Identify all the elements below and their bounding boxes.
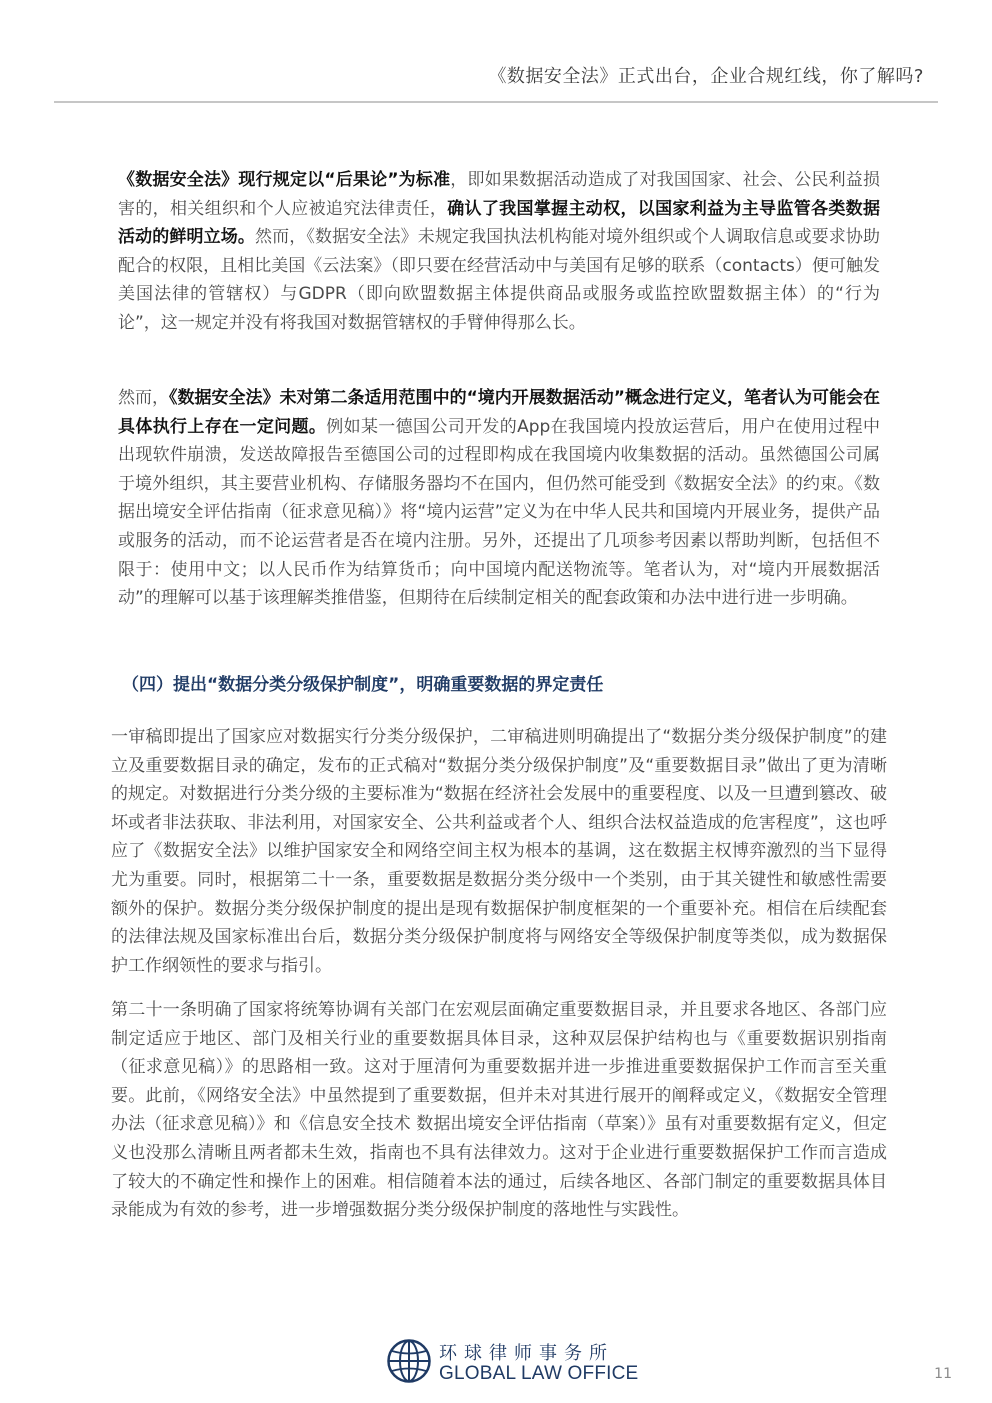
text-run: 例如某一德国公司开发的App在我国境内投放运营后，用户在使用过程中出现软件崩溃，发送故障报告至德国公司的过程即构成在我国境内收集数据的活动。虽然德国公司属于境外组织，其主要营业机构、存储服务器均不在国内，但仍然可能受到《数据安全法》的约束。《数据出境安全评估指南（征求意见稿）》将“境内运营”定义为在中华人民共和国境内开展业务，提供产品或服务的活动，而不论运营者是否在境内注册。另外，还提出了几项参考因素以帮助判断，包括但不限于：使用中文；以人民币作为结算货币；向中国境内配送物流等。笔者认为，对“境内开展数据活动”的理解可以基于该理解类推借鉴，但期待在后续制定相关的配套政策和办法中进行进一步明确。	[118, 416, 881, 609]
page-header-title: 《数据安全法》正式出台，企业合规红线，你了解吗?	[488, 66, 924, 87]
paragraph-important-data-catalog: 第二十一条明确了国家将统筹协调有关部门在宏观层面确定重要数据目录，并且要求各地区、各部门应制定适应于地区、部门及相关行业的重要数据具体目录，这种双层保护结构也与《重要数据识别指南（征求意见稿）》的思路相一致。这对于厘清何为重要数据并进一步推进重要数据保护工作而言至关重要。此前，《网络安全法》中虽然提到了重要数据，但并未对其进行展开的阐释或定义，《数据安全管理办法（征求意见稿）》和《信息安全技术 数据出境安全评估指南（草案）》虽有对重要数据有定义，但定义也没那么清晰且两者都未生效，指南也不具有法律效力。这对于企业进行重要数据保护工作而言造成了较大的不确定性和操作上的困难。相信随着本法的通过，后续各地区、各部门制定的重要数据具体目录能成为有效的参考，进一步增强数据分类分级保护制度的落地性与实践性。	[111, 1000, 887, 1221]
global-law-office-logo	[387, 1337, 647, 1387]
text-run: ，即如果数据活动造成了对我国国家、社会、公民利益损害的，相关组织和个人应被追究法律责任，	[118, 170, 880, 219]
text-run: 然而，	[118, 388, 170, 408]
bold-text-run: 确认了我国掌握主动权，以国家利益为主导监管各类数据活动的鲜明立场。	[118, 198, 881, 248]
globe-icon	[387, 1339, 431, 1383]
paragraph-consequence-theory	[118, 166, 880, 338]
page-number: 11	[934, 1366, 952, 1382]
text-run: 然而，《数据安全法》未规定我国执法机构能对境外组织或个人调取信息或要求协助配合的权限，且相比美国《云法案》（即只要在经营活动中与美国有足够的联系（contacts）便可触发美国法律的管辖权）与GDPR（即向欧盟数据主体提供商品或服务或监控欧盟数据主体）的“行为论”，这一规定并没有将我国对数据管辖权的手臂伸得那么长。	[118, 227, 880, 333]
paragraph-classification-system: 一审稿即提出了国家应对数据实行分类分级保护，二审稿进则明确提出了“数据分类分级保护制度”的建立及重要数据目录的确定，发布的正式稿对“数据分类分级保护制度”及“重要数据目录”做出了更为清晰的规定。对数据进行分类分级的主要标准为“数据在经济社会发展中的重要程度、以及一旦遭到篡改、破坏或者非法获取、非法利用，对国家安全、公共利益或者个人、组织合法权益造成的危害程度”，这也呼应了《数据安全法》以维护国家安全和网络空间主权为根本的基调，这在数据主权博弈激烈的当下显得尤为重要。同时，根据第二十一条，重要数据是数据分类分级中一个类别，由于其关键性和敏感性需要额外的保护。数据分类分级保护制度的提出是现有数据保护制度框架的一个重要补充。相信在后续配套的法律法规及国家标准出台后，数据分类分级保护制度将与网络安全等级保护制度等类似，成为数据保护工作纲领性的要求与指引。	[111, 727, 887, 976]
header-divider	[54, 101, 938, 103]
bold-text-run: 《数据安全法》现行规定以“后果论”为标准	[118, 170, 451, 190]
logo-english-name: GLOBAL LAW OFFICE	[439, 1363, 639, 1384]
section-heading-classification: （四）提出“数据分类分级保护制度”，明确重要数据的界定责任	[122, 675, 604, 695]
paragraph-domestic-data-activity	[118, 384, 880, 613]
logo-chinese-name: 环球律师事务所	[439, 1343, 614, 1364]
bold-text-run: 《数据安全法》未对第二条适用范围中的“境内开展数据活动”概念进行定义，笔者认为可能会在具体执行上存在一定问题。	[118, 388, 880, 437]
